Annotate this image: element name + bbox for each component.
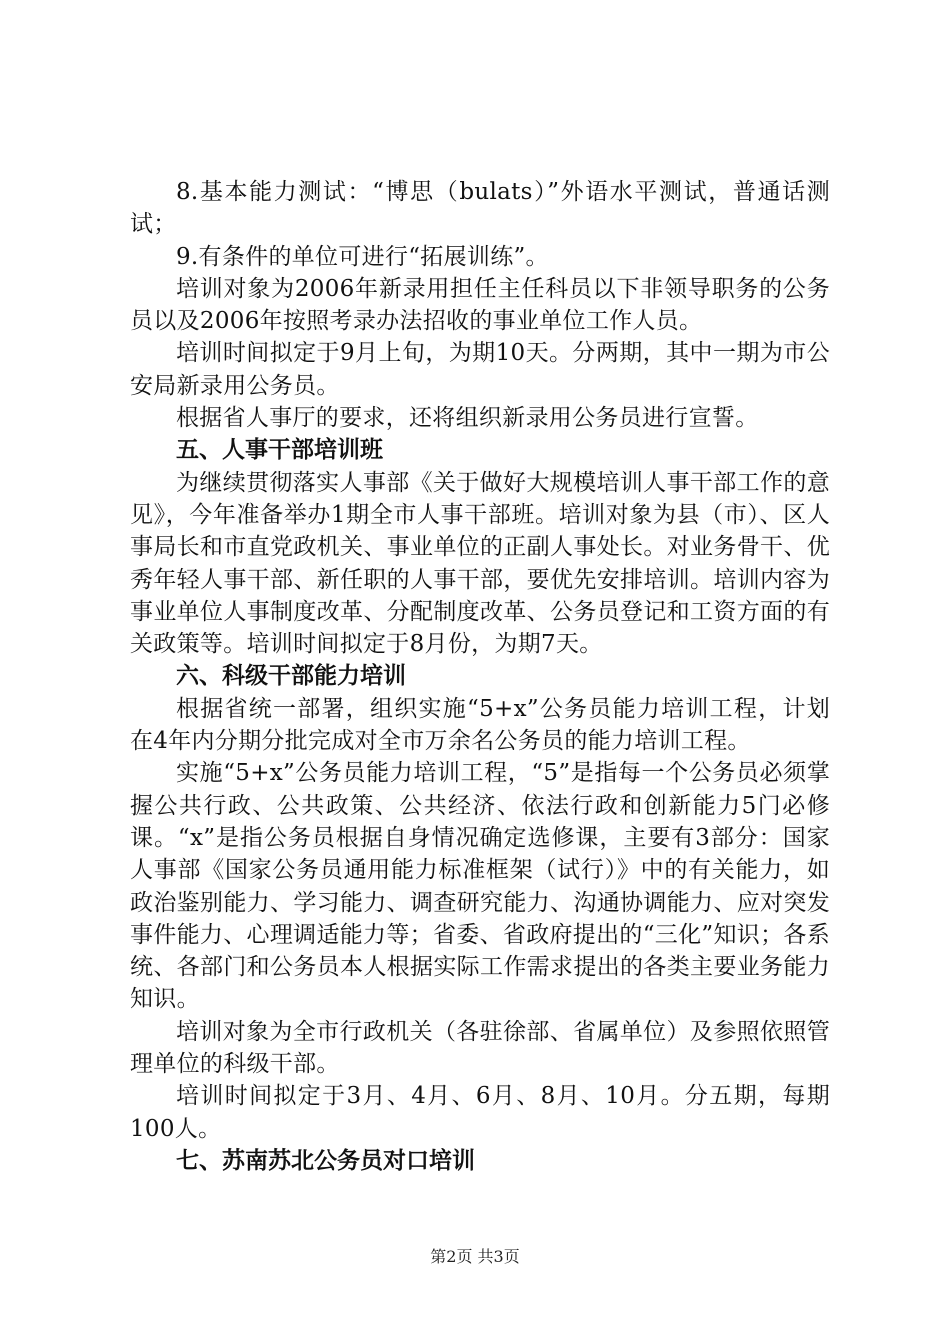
paragraph-section-level-target: 培训对象为全市行政机关（各驻徐部、省属单位）及参照依照管理单位的科级干部。 <box>130 1018 830 1078</box>
paragraph-item-8: 8.基本能力测试：“博思（bulats）”外语水平测试，普通话测试； <box>130 179 830 238</box>
paragraph-oath: 根据省人事厅的要求，还将组织新录用公务员进行宣誓。 <box>176 405 759 432</box>
paragraph-hr-cadre: 为继续贯彻落实人事部《关于做好大规模培训人事干部工作的意见》，今年准备举办1期全市人事干部班。培训对象为县（市）、区人事局长和市直党政机关、事业单位的正副人事处长。对业务骨干、优秀年轻人事干部、新任职的人事干部，要优先安排培训。培训内容为事业单位人事制度改革、分配制度改革、公务员登记和工资方面的有关政策等。培训时间拟定于8月份，为期7天。 <box>130 469 830 658</box>
section-heading-6: 六、科级干部能力培训 <box>176 663 406 690</box>
page-number-footer: 第2页 共3页 <box>430 1247 520 1266</box>
paragraph-training-time: 培训时间拟定于9月上旬，为期10天。分两期，其中一期为市公安局新录用公务员。 <box>130 340 830 399</box>
document-body <box>130 176 830 1177</box>
section-heading-7: 七、苏南苏北公务员对口培训 <box>176 1147 475 1174</box>
paragraph-item-9: 9.有条件的单位可进行“拓展训练”。 <box>176 243 549 270</box>
paragraph-5x-detail: 实施“5+x”公务员能力培训工程，“5”是指每一个公务员必须掌握公共行政、公共政策、公共经济、依法行政和创新能力5门必修课。“x”是指公务员根据自身情况确定选修课，主要有3部分：国家人事部《国家公务员通用能力标准框架（试行）》中的有关能力，如政治鉴别能力、学习能力、调查研究能力、沟通协调能力、应对突发事件能力、心理调适能力等；省委、省政府提出的“三化”知识；各系统、各部门和公务员本人根据实际工作需求提出的各类主要业务能力知识。 <box>130 760 830 1013</box>
paragraph-training-target: 培训对象为2006年新录用担任主任科员以下非领导职务的公务员以及2006年按照考录办法招收的事业单位工作人员。 <box>130 275 830 335</box>
paragraph-5x-plan: 根据省统一部署，组织实施“5+x”公务员能力培训工程，计划在4年内分期分批完成对全市万余名公务员的能力培训工程。 <box>130 695 830 755</box>
paragraph-section-level-time: 培训时间拟定于3月、4月、6月、8月、10月。分五期，每期100人。 <box>130 1083 830 1142</box>
section-heading-5: 五、人事干部培训班 <box>176 437 383 464</box>
